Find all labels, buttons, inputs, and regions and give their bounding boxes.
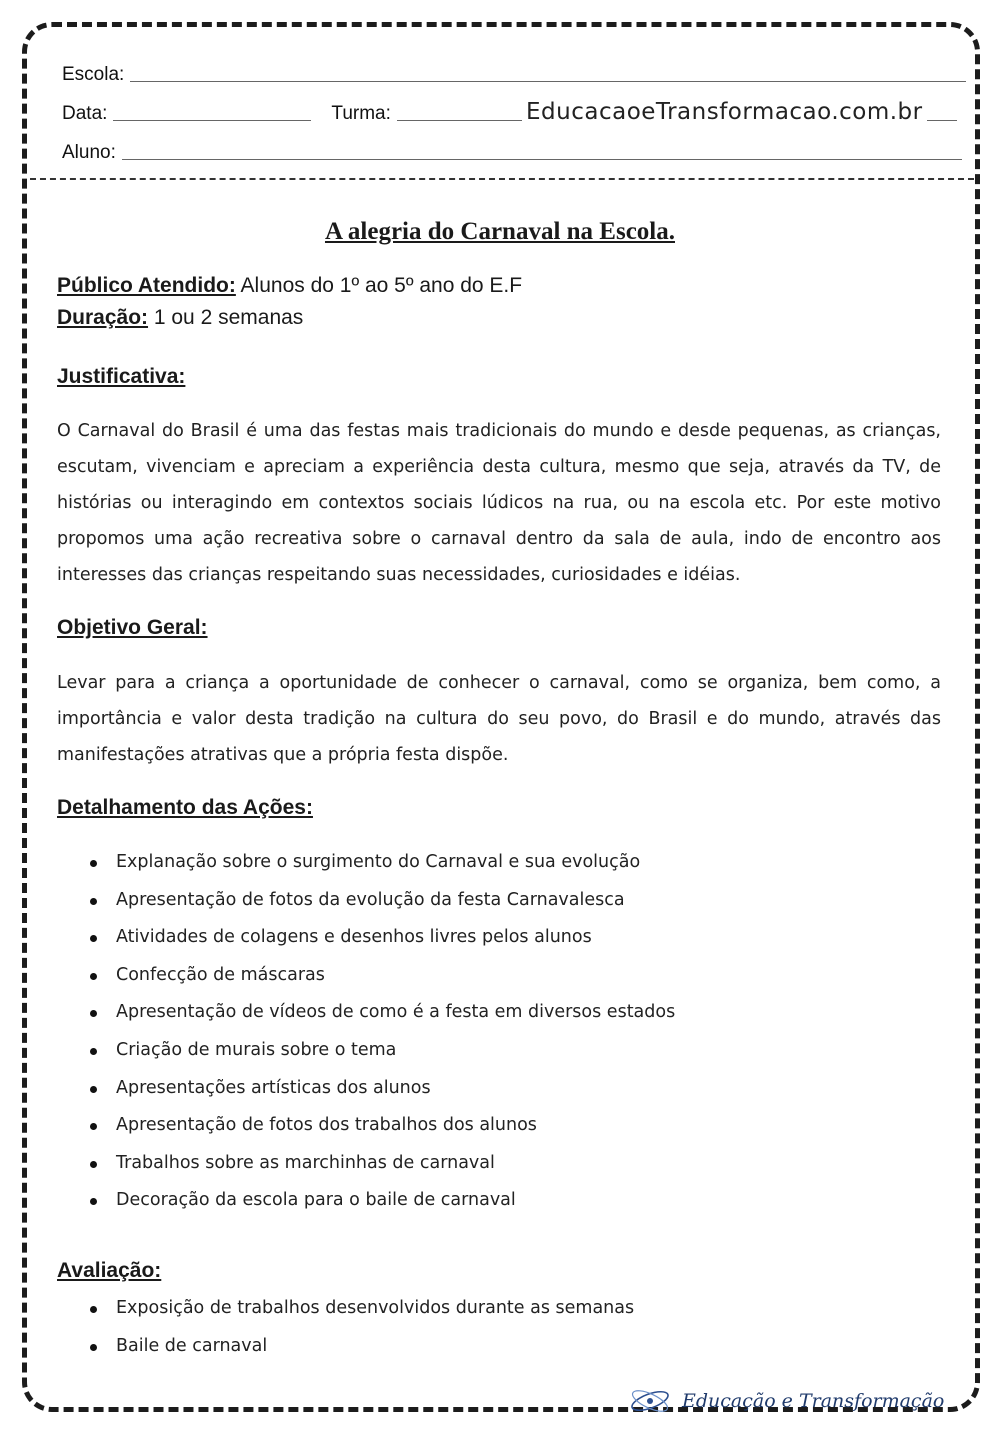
audience-line bbox=[57, 274, 522, 298]
objective-heading: Objetivo Geral: bbox=[57, 616, 208, 639]
list-item: Decoração da escola para o baile de carnaval bbox=[90, 1182, 675, 1220]
school-input-line[interactable] bbox=[130, 80, 966, 82]
date-label: Data: bbox=[62, 103, 108, 124]
class-label: Turma: bbox=[331, 103, 391, 124]
duration-line bbox=[57, 306, 303, 330]
audience-value: Alunos do 1º ao 5º ano do E.F bbox=[235, 274, 523, 297]
justification-heading: Justificativa: bbox=[57, 365, 186, 388]
list-item: Baile de carnaval bbox=[90, 1328, 634, 1366]
student-label: Aluno: bbox=[62, 142, 116, 163]
list-item: Confecção de máscaras bbox=[90, 957, 675, 995]
list-item: Apresentações artísticas dos alunos bbox=[90, 1070, 675, 1108]
site-watermark: EducacaoeTransformacao.com.br bbox=[522, 99, 927, 125]
list-item: Atividades de colagens e desenhos livres pelos alunos bbox=[90, 919, 675, 957]
justification-text: O Carnaval do Brasil é uma das festas mais tradicionais do mundo e desde pequenas, as crianças, escutam, vivenciam e apreciam a experiência desta cultura, mesmo que seja, através da TV, de histórias ou interagindo em contextos sociais lúdicos na rua, ou na escola etc. Por este motivo propomos uma ação recreativa sobre o carnaval dentro da sala de aula, indo de encontro aos interesses das crianças respeitando suas necessidades, curiosidades e idéias. bbox=[57, 421, 941, 585]
school-row bbox=[62, 64, 966, 86]
footer-brand-text: Educação e Transformação bbox=[682, 1390, 945, 1412]
list-item: Explanação sobre o surgimento do Carnaval e sua evolução bbox=[90, 844, 675, 882]
audience-label: Público Atendido: bbox=[57, 274, 236, 297]
list-item: Apresentação de vídeos de como é a festa em diversos estados bbox=[90, 994, 675, 1032]
duration-label: Duração: bbox=[57, 306, 149, 329]
evaluation-heading: Avaliação: bbox=[57, 1259, 162, 1282]
evaluation-list bbox=[90, 1290, 634, 1365]
student-input-line[interactable] bbox=[122, 158, 962, 160]
list-item: Apresentação de fotos dos trabalhos dos alunos bbox=[90, 1107, 675, 1145]
page-title: A alegria do Carnaval na Escola. bbox=[324, 218, 675, 245]
orbit-logo-icon bbox=[628, 1384, 672, 1418]
objective-text: Levar para a criança a oportunidade de conhecer o carnaval, como se organiza, bem como, a importância e valor desta tradição na cultura do seu povo, do Brasil e do mundo, através das manifestações atrativas que a própria festa dispõe. bbox=[57, 673, 941, 765]
list-item: Apresentação de fotos da evolução da festa Carnavalesca bbox=[90, 882, 675, 920]
school-label: Escola: bbox=[62, 64, 125, 85]
duration-value: 1 ou 2 semanas bbox=[148, 306, 304, 329]
list-item: Exposição de trabalhos desenvolvidos durante as semanas bbox=[90, 1290, 634, 1328]
student-row bbox=[62, 142, 962, 164]
header-separator bbox=[30, 178, 974, 180]
list-item: Trabalhos sobre as marchinhas de carnaval bbox=[90, 1145, 675, 1183]
date-input-line[interactable] bbox=[113, 119, 311, 121]
list-item: Criação de murais sobre o tema bbox=[90, 1032, 675, 1070]
footer-brand bbox=[628, 1384, 944, 1418]
actions-list bbox=[90, 844, 675, 1220]
actions-heading: Detalhamento das Ações: bbox=[57, 796, 313, 819]
